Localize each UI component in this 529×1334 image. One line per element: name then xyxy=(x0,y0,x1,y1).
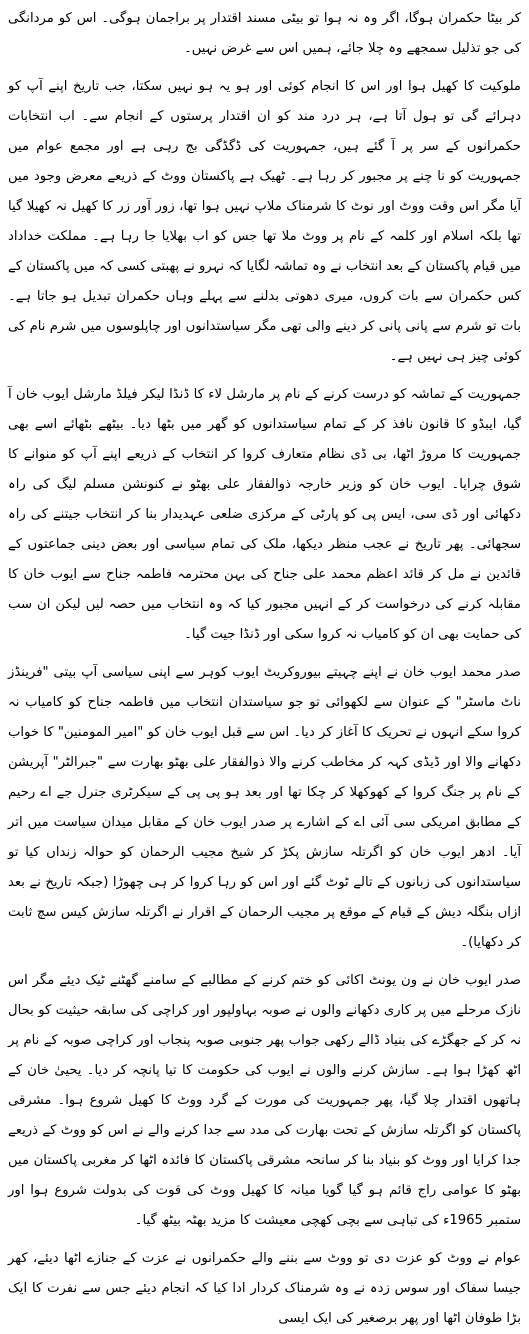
article-paragraph-3: جمہوریت کے تماشہ کو درست کرنے کے نام پر مارشل لاء کا ڈنڈا لیکر فیلڈ مارشل ایوب خان آ گیا، ایبڈو کا قانون نافذ کر کے تمام سیاستدانوں کو گھر میں بٹھا دیا۔ بیٹھے بٹھائے اسے بھی جمہوریت کا مروڑ اٹھا، بی ڈی نظام متعارف کروا کر انتخاب کے ذریعے اپنے آپ کو منوانے کا شوق چرایا۔ ایوب خان کو وزیر خارجہ ذوالفقار علی بھٹو نے کنونشن مسلم لیگ کی راہ دکھائی اور ڈی سی، ایس پی کو پارٹی کے مرکزی ضلعی عہدیدار بنا کر انتخاب جیتنے کی راہ سجھائی۔ پھر تاریخ نے عجب منظر دیکھا، ملک کی تمام سیاسی اور بعض دینی جماعتوں کے قائدین نے مل کر قائد اعظم محمد علی جناح کی بہن محترمہ فاطمہ جناح سے ایوب خان کا مقابلہ کرنے کی درخواست کر کے انہیں مجبور کیا کہ وہ انتخاب میں حصہ لیں لیکن ان سب کی حمایت بھی ان کو کامیاب نہ کروا سکی اور ڈنڈا جیت گیا۔ xyxy=(8,387,521,642)
article-paragraph-1: کر بیٹا حکمران ہوگا، اگر وہ نہ ہوا تو بیٹی مسند اقتدار پر براجمان ہوگی۔ اس کو مردانگی کی جو تذلیل سمجھے وہ چلا جائے، ہمیں اس سے غرض نہیں۔ xyxy=(8,11,521,56)
article-paragraph-6: عوام نے ووٹ کو عزت دی تو ووٹ سے بننے والے حکمرانوں نے عزت کے جنازے اٹھا دیئے، کھر جیسا سفاک اور سوس زدہ نے وہ شرمناک کردار ادا کیا کہ انجام دیئے جس سے نفرت کا ایک بڑا طوفان اٹھا اور پھر برصغیر کی ایک ایسی xyxy=(8,1251,521,1326)
article-paragraph-4: صدر محمد ایوب خان نے اپنے چہیتے بیوروکریٹ ایوب کوہر سے اپنی سیاسی آپ بیتی "فرینڈز ناٹ ماسٹر" کے عنوان سے لکھوائی تو جو سیاستدان انتخاب میں فاطمہ جناح کو کامیاب نہ کروا سکے انہوں نے تحریک کا آغاز کر دیا۔ اس سے قبل ایوب خان کو "امیر المومنین" کا خواب دکھانے والا اور ڈیڈی کہہ کر مخاطب کرنے والا ذوالفقار علی بھٹو بھارت سے "جبرالٹر" آپریشن کے نام پر جنگ کروا کے کھوکھلا کر چکا تھا اور بعد ہو پی پی کے سیکرٹری جنرل جے اے رحیم کے مطابق امریکی سی آئی اے کے اشارے پر صدر ایوب خان کے مقابل میدان سیاست میں اتر آیا۔ ادھر ایوب خان کو اگرتلہ سازش پکڑ کر شیخ مجیب الرحمان کو حوالہ زنداں کیا تو سیاستدانوں کی زبانوں کے تالے ٹوٹ گئے اور اس کو رہا کروا کر ہی چھوڑا (جبکہ تاریخ نے بعد ازاں بنگلہ دیش کے قیام کے موقع پر مجیب الرحمان کے اقرار نے اگرتلہ سازش کیس سچ ثابت کر دکھایا)۔ xyxy=(8,665,521,950)
article-paragraph-5: صدر ایوب خان نے ون یونٹ اکائی کو ختم کرنے کے مطالبے کے سامنے گھٹنے ٹیک دیئے مگر اس نازک مرحلے میں پر کاری دکھانے والوں نے صوبہ بہاولپور اور کراچی کی سابقہ حیثیت کو بحال نہ کر کے جھگڑے کی بنیاد ڈالے رکھی جواب پھر جنوبی صوبہ پنجاب اور کراچی صوبہ کے نام پر اٹھ کھڑا ہوا ہے۔ سازش کرنے والوں نے ایوب کی حکومت کا تیا پانچہ کر دیا۔ یحییٰ خان کے ہاتھوں اقتدار چلا گیا، پھر جمہوریت کی مورت کے گرد ووٹ کا کھیل شروع ہوا۔ مشرقی پاکستان کو اگرتلہ سازش کے تحت بھارت کی مدد سے جدا کرنے والے نے اس کو ووٹ کے ذریعے جدا کرایا اور ووٹ کو بنیاد بنا کر سانحہ مشرقی پاکستان کا فائدہ اٹھا کر مغربی پاکستان میں بھٹو کا عوامی راج قائم ہو گیا گویا میانہ کا کھیل ووٹ کی قوت کی بدولت شروع ہوا اور ستمبر 1965ء کی تباہی سے بچی کھچی معیشت کا مزید بھٹہ بیٹھ گیا۔ xyxy=(8,973,521,1228)
article-paragraph-2: ملوکیت کا کھیل ہوا اور اس کا انجام کوئی اور ہو یہ ہو نہیں سکتا، جب تاریخ اپنے آپ کو دہرائے گی تو ہول آتا ہے، ہر درد مند کو ان اقتدار پرستوں کے انجام سے۔ اب انتخابات حکمرانوں کے سر پر آ گئے ہیں، جمہوریت کی ڈگڈگی بج رہی ہے اور مجمع عوام میں جمہوریت کو نا چنے پر مجبور کر رہا ہے۔ ٹھیک ہے پاکستان ووٹ کے ذریعے معرض وجود میں آیا مگر اس وقت ووٹ اور نوٹ کا شرمناک ملاپ نہیں ہوا تھا، زور آور زر کا کھیل نہ کھیلا گیا تھا بلکہ اسلام اور کلمہ کے نام پر ووٹ ملا تھا جس کو اب بھلایا جا رہا ہے۔ مملکت خداداد میں قیام پاکستان کے بعد انتخاب نے وہ تماشہ لگایا کہ نہرو نے پھبتی کسی کہ میں پاکستان کے کس حکمران سے بات کروں، میری دھوتی بدلنے سے پہلے وہاں حکمران تبدیل ہو جاتا ہے۔ بات تو شرم سے پانی پانی کر دینے والی تھی مگر سیاستدانوں اور چاپلوسوں میں شرم نام کی کوئی چیز ہی نہیں ہے۔ xyxy=(8,79,521,364)
